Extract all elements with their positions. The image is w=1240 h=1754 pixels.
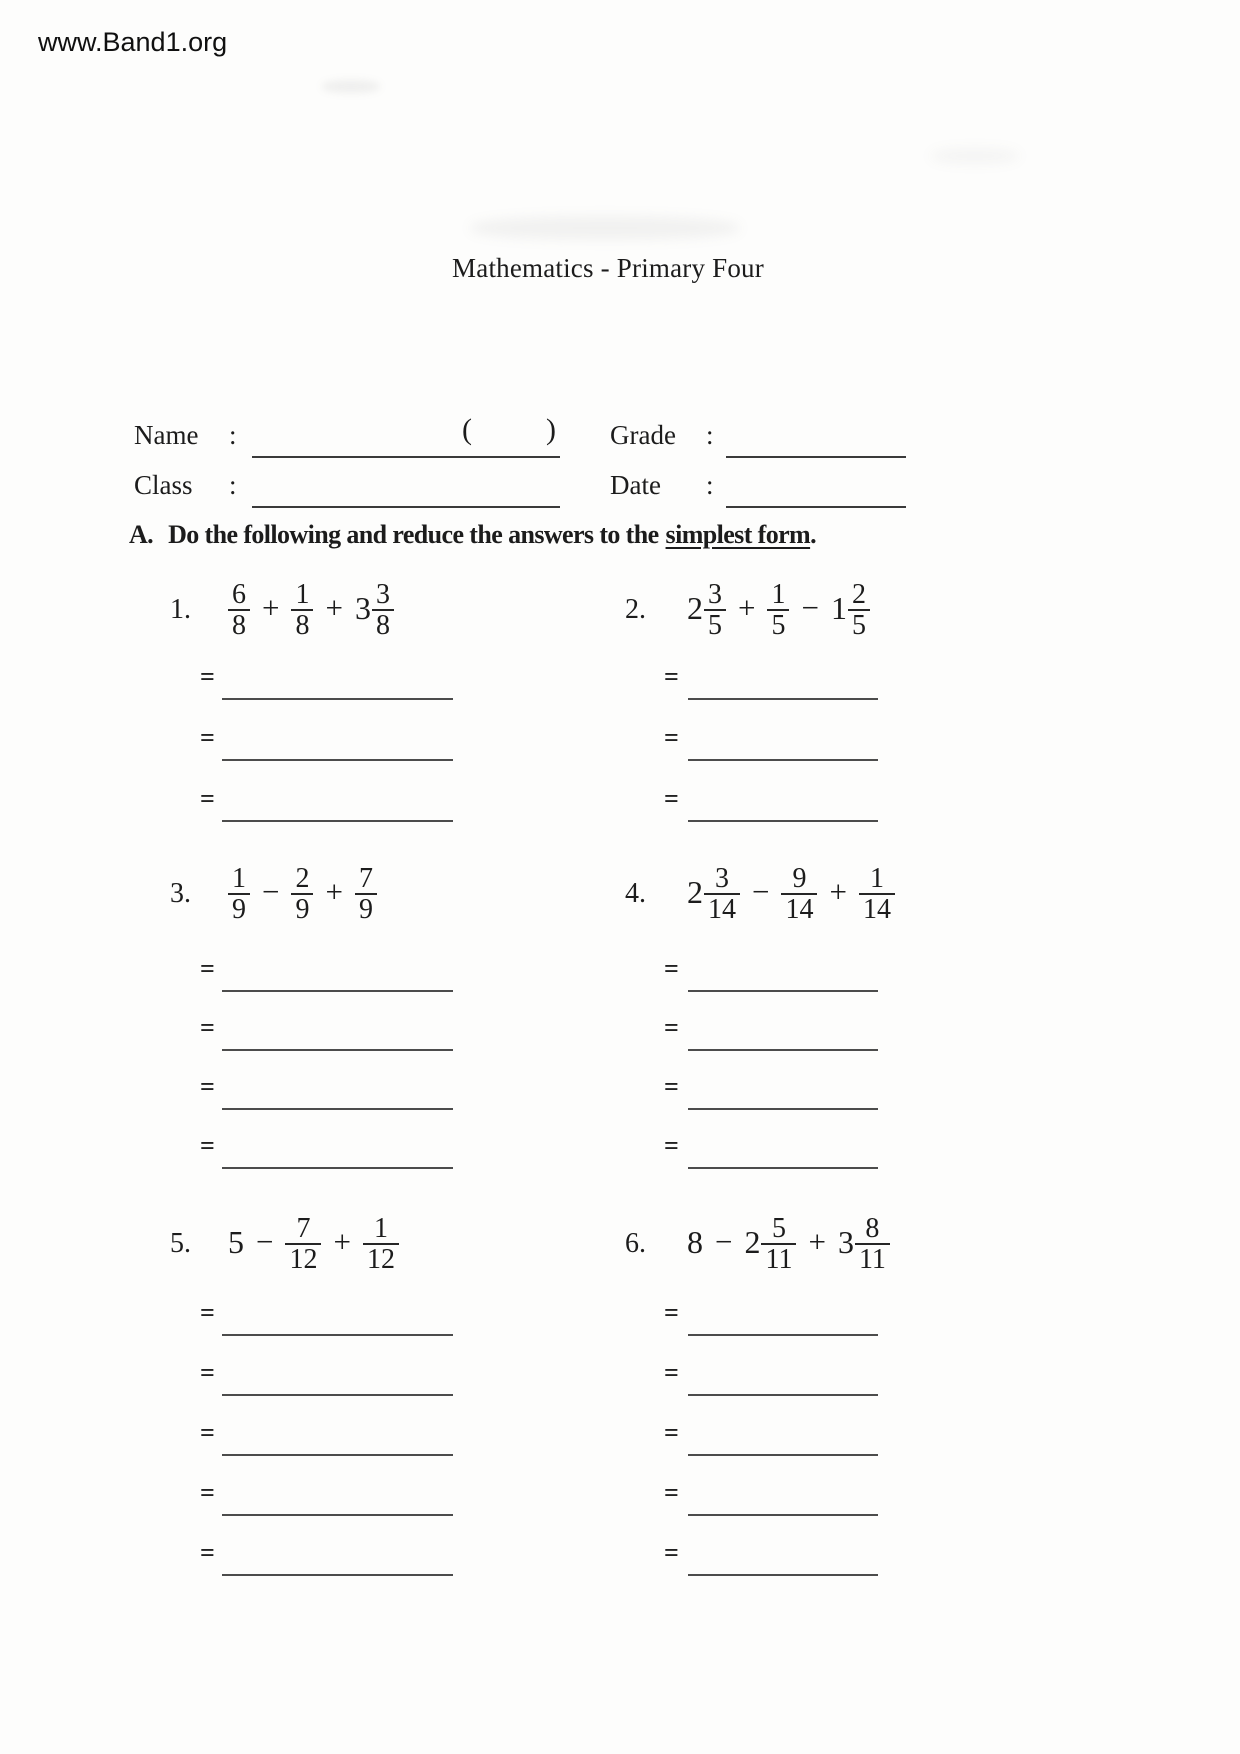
answer-line <box>688 1167 878 1169</box>
answer-row <box>664 1011 878 1051</box>
section-instruction: Do the following and reduce the answers to the <box>168 520 659 549</box>
denominator: 8 <box>372 609 394 641</box>
equals-sign: = <box>664 1538 679 1567</box>
fraction <box>285 1214 321 1275</box>
problem-1 <box>170 578 394 642</box>
scan-artifact <box>322 80 380 93</box>
denominator: 12 <box>285 1243 321 1275</box>
numerator: 8 <box>865 1212 880 1244</box>
numerator: 7 <box>358 862 373 894</box>
expression <box>687 578 870 642</box>
answer-line <box>222 1574 453 1576</box>
answer-row <box>664 1476 878 1516</box>
operator: + <box>262 590 280 626</box>
section-instruction-period: . <box>810 520 817 549</box>
answer-row <box>664 721 878 761</box>
fraction <box>859 864 895 925</box>
fraction <box>767 580 789 641</box>
denominator: 5 <box>848 609 870 641</box>
numerator: 2 <box>851 578 866 610</box>
problem-number: 1. <box>170 594 191 626</box>
grade-label: Grade <box>610 420 676 450</box>
answer-line <box>222 1334 453 1336</box>
mixed-whole-number: 1 <box>830 590 847 627</box>
equals-sign: = <box>200 1298 215 1327</box>
equals-sign: = <box>664 1072 679 1101</box>
equals-sign: = <box>200 784 215 813</box>
problem-4 <box>625 862 895 926</box>
operator: + <box>325 874 343 910</box>
fraction <box>228 864 250 925</box>
denominator: 14 <box>859 893 895 925</box>
numerator: 9 <box>792 862 807 894</box>
denominator: 9 <box>228 893 250 925</box>
problem-number: 5. <box>170 1228 191 1260</box>
section-instruction-underlined: simplest form <box>665 520 811 549</box>
answer-line <box>222 990 453 992</box>
grade-colon: : <box>706 420 714 450</box>
expression <box>228 578 394 642</box>
fraction <box>781 864 817 925</box>
mixed-whole-number: 2 <box>744 1224 761 1261</box>
name-line <box>252 428 560 458</box>
equals-sign: = <box>664 784 679 813</box>
answer-row <box>664 1129 878 1169</box>
denominator: 14 <box>781 893 817 925</box>
mixed-whole-number: 2 <box>687 874 703 911</box>
answer-row <box>664 1296 878 1336</box>
operator: + <box>808 1224 826 1260</box>
answer-row <box>200 952 453 992</box>
fraction <box>761 1214 796 1275</box>
operator: + <box>325 590 343 626</box>
problem-number: 4. <box>625 878 646 910</box>
answer-row <box>200 1476 453 1516</box>
date-colon: : <box>706 470 714 500</box>
equals-sign: = <box>664 1131 679 1160</box>
answer-row <box>664 1536 878 1576</box>
equals-sign: = <box>200 1072 215 1101</box>
answer-row <box>200 1536 453 1576</box>
numerator: 1 <box>373 1212 388 1244</box>
answer-row <box>200 1296 453 1336</box>
problem-number: 6. <box>625 1228 646 1260</box>
fraction <box>704 580 726 641</box>
numerator: 3 <box>375 578 390 610</box>
fraction <box>855 1214 890 1275</box>
answer-row <box>200 1356 453 1396</box>
operator: − <box>256 1224 274 1260</box>
answer-row <box>664 1070 878 1110</box>
answer-row <box>200 1416 453 1456</box>
denominator: 14 <box>704 893 740 925</box>
numerator: 7 <box>296 1212 311 1244</box>
date-label: Date <box>610 470 661 500</box>
section-heading <box>129 520 816 550</box>
answer-line <box>222 1454 453 1456</box>
expression <box>228 1212 399 1276</box>
mixed-whole-number: 3 <box>837 1224 854 1261</box>
equals-sign: = <box>664 662 679 691</box>
answer-line <box>222 1514 453 1516</box>
answer-row <box>200 782 453 822</box>
problem-3 <box>170 862 377 926</box>
page-title: Mathematics - Primary Four <box>452 253 764 283</box>
fraction <box>848 580 870 641</box>
answer-line <box>688 990 878 992</box>
answer-line <box>222 1167 453 1169</box>
answer-line <box>688 1574 878 1576</box>
class-line <box>252 478 560 508</box>
fraction <box>372 580 394 641</box>
equals-sign: = <box>200 1418 215 1447</box>
numerator: 3 <box>715 862 729 894</box>
numerator: 1 <box>295 578 310 610</box>
fraction <box>355 864 377 925</box>
numerator: 5 <box>771 1212 786 1244</box>
name-label: Name <box>134 420 199 450</box>
numerator: 3 <box>708 578 722 610</box>
answer-row <box>664 782 878 822</box>
denominator: 5 <box>767 609 789 641</box>
answer-line <box>222 1108 453 1110</box>
denominator: 8 <box>228 609 250 641</box>
numerator: 1 <box>869 862 884 894</box>
expression <box>687 862 895 926</box>
equals-sign: = <box>200 1358 215 1387</box>
answer-row <box>200 1011 453 1051</box>
name-paren-open: ( <box>462 413 472 446</box>
grade-line <box>726 428 906 458</box>
numerator: 1 <box>771 578 786 610</box>
scan-artifact <box>470 216 740 240</box>
numerator: 1 <box>232 862 246 894</box>
denominator: 11 <box>761 1243 796 1275</box>
answer-line <box>688 1108 878 1110</box>
answer-line <box>688 698 878 700</box>
answer-line <box>688 1394 878 1396</box>
answer-line <box>688 820 878 822</box>
answer-row <box>664 1416 878 1456</box>
equals-sign: = <box>200 1478 215 1507</box>
section-letter: A. <box>129 520 154 549</box>
expression <box>228 862 377 926</box>
problem-number: 3. <box>170 878 191 910</box>
fraction <box>228 580 250 641</box>
equals-sign: = <box>200 662 215 691</box>
answer-line <box>688 1334 878 1336</box>
answer-row <box>200 721 453 761</box>
operator: − <box>262 874 280 910</box>
operator: − <box>715 1224 733 1260</box>
answer-line <box>222 1049 453 1051</box>
answer-row <box>664 1356 878 1396</box>
equals-sign: = <box>664 1358 679 1387</box>
problem-5 <box>170 1212 399 1276</box>
equals-sign: = <box>664 1013 679 1042</box>
equals-sign: = <box>200 1013 215 1042</box>
name-paren-close: ) <box>546 413 556 446</box>
fraction <box>291 580 313 641</box>
equals-sign: = <box>200 723 215 752</box>
class-label: Class <box>134 470 193 500</box>
equals-sign: = <box>200 1538 215 1567</box>
denominator: 5 <box>704 609 726 641</box>
operator: + <box>829 874 847 910</box>
equals-sign: = <box>200 954 215 983</box>
answer-line <box>688 1514 878 1516</box>
site-url: www.Band1.org <box>38 27 228 57</box>
problem-6 <box>625 1212 890 1276</box>
answer-line <box>688 1454 878 1456</box>
answer-row <box>664 660 878 700</box>
answer-line <box>222 698 453 700</box>
equals-sign: = <box>664 1478 679 1507</box>
date-line <box>726 478 906 508</box>
denominator: 8 <box>291 609 313 641</box>
denominator: 11 <box>855 1243 890 1275</box>
equals-sign: = <box>664 1418 679 1447</box>
denominator: 12 <box>363 1243 399 1275</box>
operator: − <box>801 590 819 626</box>
numerator: 6 <box>232 578 246 610</box>
fraction <box>704 864 740 925</box>
answer-line <box>688 759 878 761</box>
answer-line <box>222 759 453 761</box>
problem-2 <box>625 578 870 642</box>
equals-sign: = <box>664 954 679 983</box>
equals-sign: = <box>200 1131 215 1160</box>
operator: − <box>752 874 770 910</box>
operator: + <box>738 590 756 626</box>
problem-number: 2. <box>625 594 646 626</box>
fraction <box>363 1214 399 1275</box>
expression <box>687 1212 890 1276</box>
name-colon: : <box>229 420 237 450</box>
answer-row <box>664 952 878 992</box>
answer-line <box>688 1049 878 1051</box>
answer-line <box>222 1394 453 1396</box>
whole-number: 8 <box>687 1224 703 1261</box>
equals-sign: = <box>664 723 679 752</box>
answer-row <box>200 660 453 700</box>
mixed-whole-number: 2 <box>687 590 703 627</box>
numerator: 2 <box>295 862 310 894</box>
denominator: 9 <box>355 893 377 925</box>
answer-line <box>222 820 453 822</box>
class-colon: : <box>229 470 237 500</box>
answer-row <box>200 1070 453 1110</box>
fraction <box>291 864 313 925</box>
denominator: 9 <box>291 893 313 925</box>
answer-row <box>200 1129 453 1169</box>
scan-artifact <box>930 148 1020 164</box>
whole-number: 5 <box>228 1224 244 1261</box>
equals-sign: = <box>664 1298 679 1327</box>
mixed-whole-number: 3 <box>354 590 371 627</box>
operator: + <box>333 1224 351 1260</box>
